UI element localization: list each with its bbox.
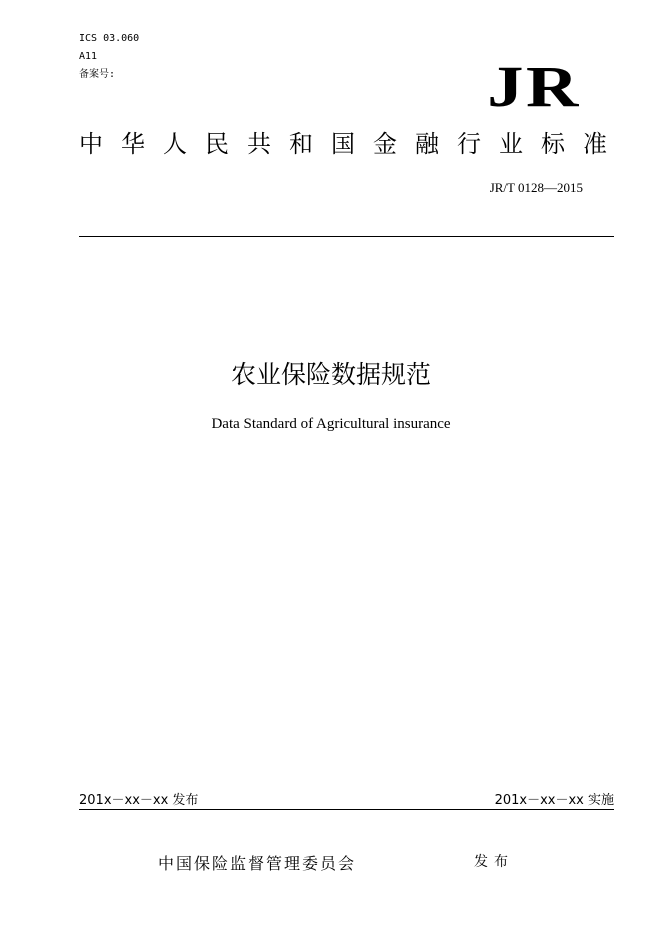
header-divider xyxy=(79,236,614,237)
publish-label: 发布 xyxy=(474,854,514,870)
jr-logo: JR xyxy=(487,54,581,119)
classification-code: A11 xyxy=(79,51,98,62)
issue-date: 201x－xx－xx 发布 xyxy=(79,793,199,808)
implementation-date: 201x－xx－xx 实施 xyxy=(494,793,614,808)
record-number-label: 备案号: xyxy=(79,69,116,80)
document-subtitle: Data Standard of Agricultural insurance xyxy=(211,416,451,432)
footer-divider xyxy=(79,809,614,810)
standard-category-title: 中华人民共和国金融行业标准 xyxy=(79,130,609,158)
standard-number: JR/T 0128—2015 xyxy=(489,180,583,195)
issuing-authority: 中国保险监督管理委员会 xyxy=(158,854,357,873)
ics-code: ICS 03.060 xyxy=(79,33,140,44)
document-title: 农业保险数据规范 xyxy=(230,360,431,389)
